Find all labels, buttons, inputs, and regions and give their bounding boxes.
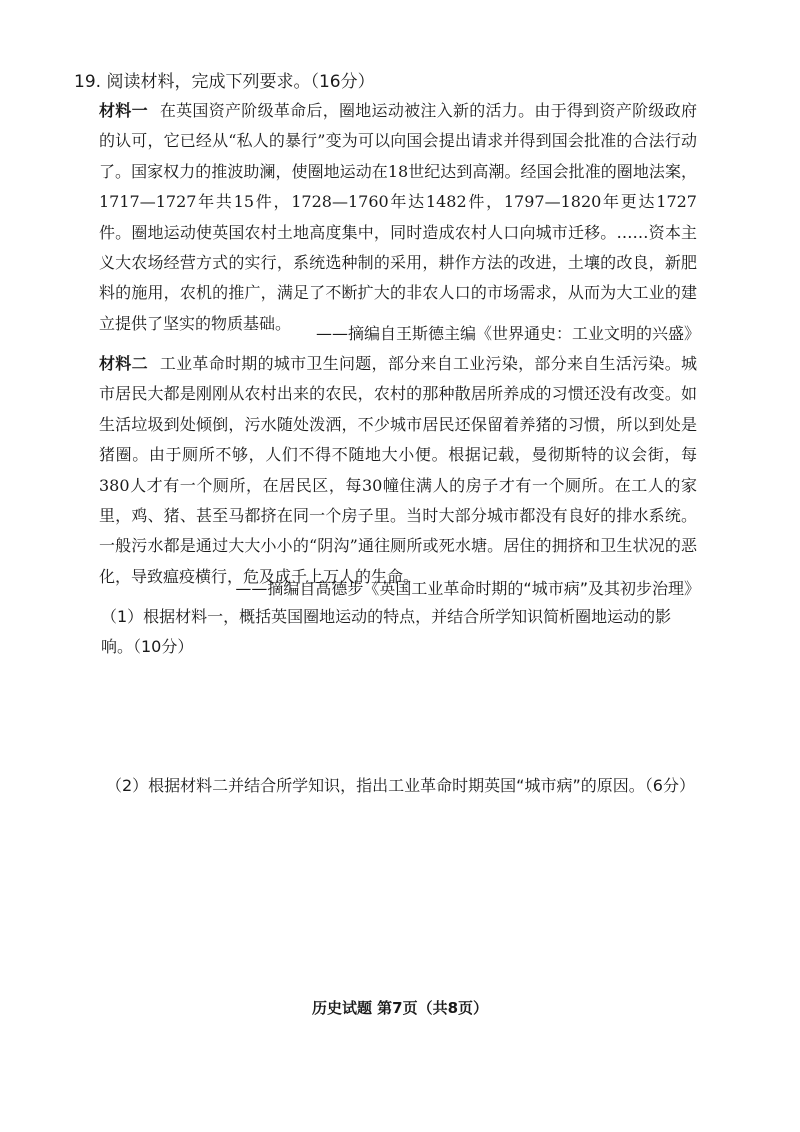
material-one-text: 在英国资产阶级革命后，圈地运动被注入新的活力。由于得到资产阶级政府的认可，它已经从“私人的暴行”变为可以向国会提出请求并得到国会批准的合法行动了。国家权力的推波助澜，使圈地运动在18世纪达到高潮。经国会批准的圈地法案，1717—1727年共15件，1728—1760年达1482件，1797—1820年更达1727件。圈地运动使英国农村土地高度集中，同时造成农村人口向城市迁移。……资本主义大农场经营方式的实行，系统选种制的采用，耕作方法的改进，土壤的改良，新肥料的施用，农机的推广，满足了不断扩大的非农人口的市场需求，从而为大工业的建立提供了坚实的物质基础。 — [99, 101, 697, 333]
question-header: 19. 阅读材料，完成下列要求。（16分） — [74, 72, 375, 92]
material-two — [99, 349, 697, 592]
material-two-label: 材料二 — [99, 354, 148, 373]
material-one-label: 材料一 — [99, 101, 148, 120]
material-two-source: ——摘编自高德步《英国工业革命时期的“城市病”及其初步治理》 — [235, 579, 700, 598]
sub-question-1: （1）根据材料一，概括英国圈地运动的特点，并结合所学知识简析圈地运动的影响。（10分） — [101, 607, 672, 656]
sub-question-2: （2）根据材料二并结合所学知识，指出工业革命时期英国“城市病”的原因。（6分） — [106, 776, 695, 795]
material-one — [99, 96, 697, 339]
material-two-text: 工业革命时期的城市卫生问题，部分来自工业污染，部分来自生活污染。城市居民大都是刚刚从农村出来的农民，农村的那种散居所养成的习惯还没有改变。如生活垃圾到处倾倒，污水随处泼洒，不少城市居民还保留着养猪的习惯，所以到处是猪圈。由于厕所不够，人们不得不随地大小便。根据记载，曼彻斯特的议会街，每380人才有一个厕所，在居民区，每30幢住满人的房子才有一个厕所。在工人的家里，鸡、猪、甚至马都挤在同一个房子里。当时大部分城市都没有良好的排水系统。一般污水都是通过大大小小的“阴沟”通往厕所或死水塘。居住的拥挤和卫生状况的恶化，导致瘟疫横行，危及成千上万人的生命。 — [99, 354, 697, 586]
material-one-source: ——摘编自王斯德主编《世界通史：工业文明的兴盛》 — [315, 324, 700, 343]
page-footer: 历史试题 第7页（共8页） — [311, 999, 489, 1017]
